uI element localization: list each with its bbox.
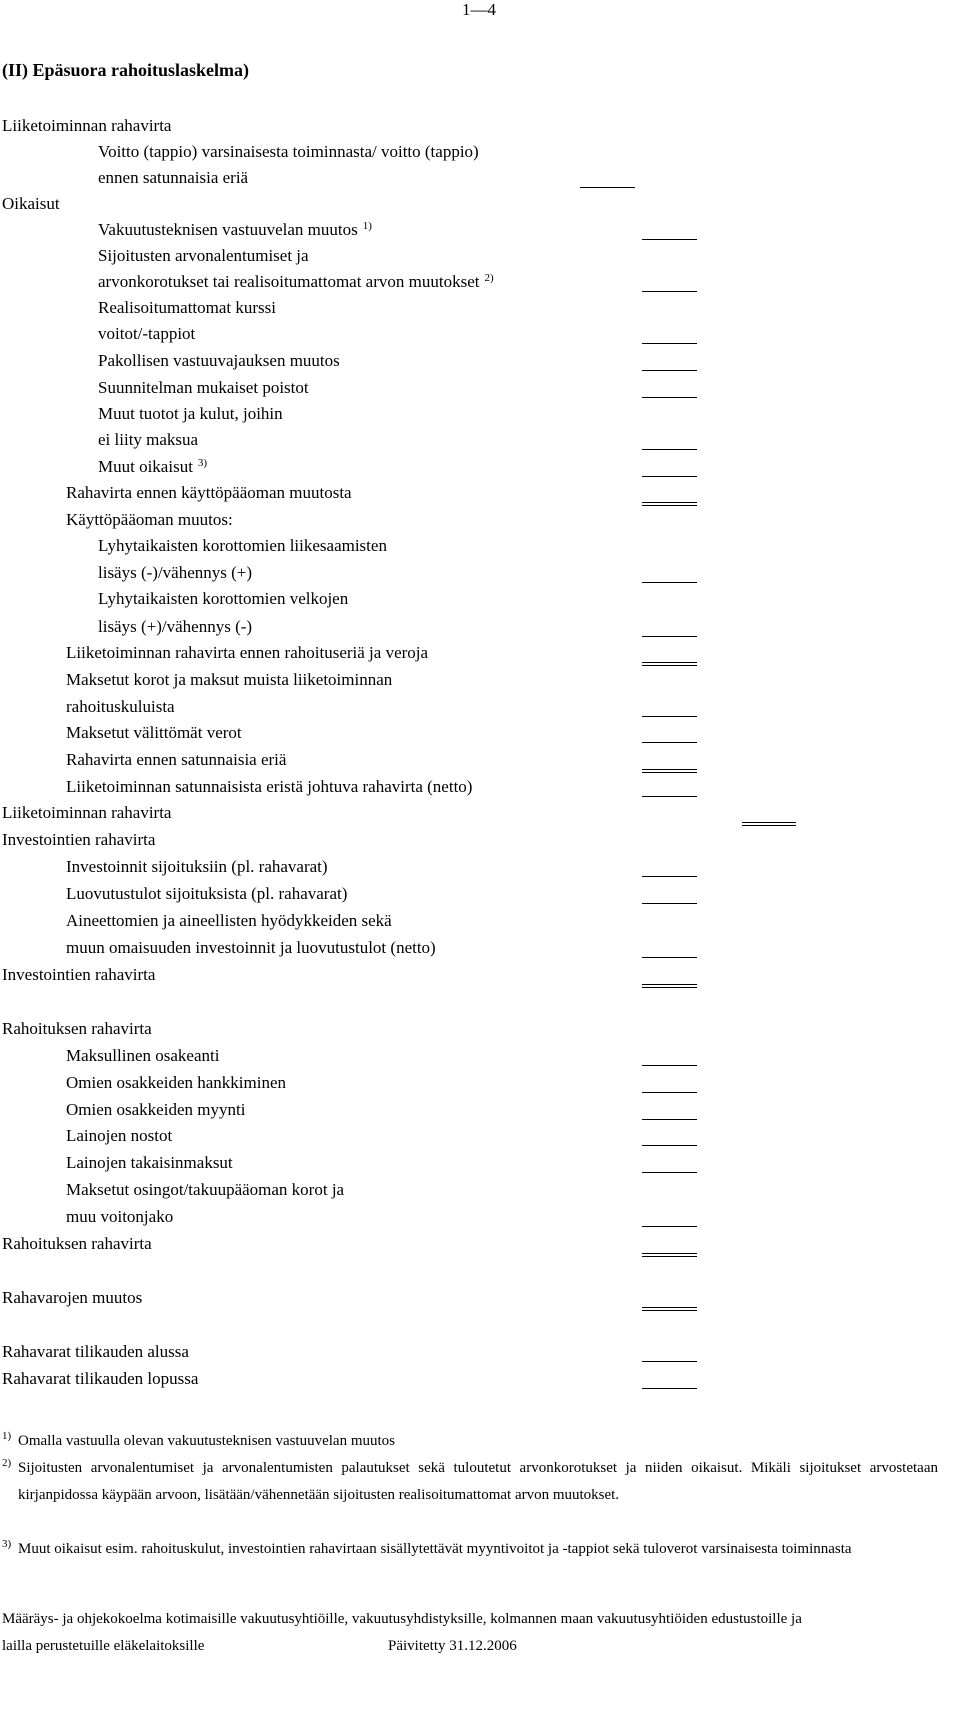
statement-line — [66, 510, 233, 530]
statement-line-label: Rahavarat tilikauden lopussa — [2, 1369, 199, 1388]
statement-line-label: muu voitonjako — [66, 1207, 174, 1226]
statement-line — [98, 536, 387, 556]
statement-line-label: Investointien rahavirta — [2, 830, 156, 849]
statement-line — [98, 430, 198, 450]
statement-line — [2, 1019, 152, 1039]
footnote-reference: 1) — [362, 220, 372, 232]
footnote — [2, 1455, 938, 1509]
statement-line-label: Aineettomien ja aineellisten hyödykkeiden sekä — [66, 911, 392, 930]
statement-line-label: Maksullinen osakeanti — [66, 1046, 220, 1065]
statement-line-label: Omien osakkeiden myynti — [66, 1100, 246, 1119]
statement-line-label: ennen satunnaisia eriä — [98, 168, 249, 187]
page-number: 1—4 — [462, 0, 496, 19]
statement-line — [98, 351, 340, 371]
amount-line — [642, 397, 697, 398]
statement-line-label: ei liity maksua — [98, 430, 199, 449]
total-amount-line — [642, 1307, 697, 1308]
footnote-mark: 1) — [2, 1430, 12, 1442]
statement-line — [98, 457, 207, 477]
statement-line — [98, 272, 494, 292]
statement-line-label: lisäys (-)/vähennys (+) — [98, 563, 253, 582]
footnote — [2, 1536, 938, 1563]
statement-line — [66, 884, 347, 904]
statement-line-label: Realisoitumattomat kurssi — [98, 298, 277, 317]
footer — [2, 1606, 952, 1660]
statement-line — [98, 324, 195, 344]
amount-line — [642, 343, 697, 344]
statement-line — [66, 750, 286, 770]
statement-line-label: voitot/-tappiot — [98, 324, 196, 343]
statement-line-label: Rahavirta ennen satunnaisia eriä — [66, 750, 287, 769]
statement-line — [2, 830, 155, 850]
statement-line — [66, 777, 472, 797]
statement-line-label: Liiketoiminnan rahavirta — [2, 116, 172, 135]
amount-line — [642, 742, 697, 743]
statement-line — [2, 1234, 152, 1254]
amount-line — [642, 476, 697, 477]
statement-line — [66, 1100, 245, 1120]
amount-line — [642, 1361, 697, 1362]
statement-line-label: Vakuutusteknisen vastuuvelan muutos — [98, 220, 358, 239]
statement-line — [66, 1046, 219, 1066]
amount-line — [642, 1226, 697, 1227]
amount-line — [642, 876, 697, 877]
footnote-text: Muut oikaisut esim. rahoituskulut, investointien rahavirtaan sisällytettävät myyntivoitot ja -tappiot sekä tuloverot varsinaisesta toiminnasta — [18, 1541, 852, 1557]
footnote-reference: 2) — [484, 272, 494, 284]
statement-line — [66, 1153, 233, 1173]
footnote-reference: 3) — [197, 457, 208, 469]
statement-line — [66, 911, 392, 931]
statement-line-label: rahoituskuluista — [66, 697, 175, 716]
statement-line-label: Muut tuotot ja kulut, joihin — [98, 404, 283, 423]
statement-line-label: Omien osakkeiden hankkiminen — [66, 1073, 287, 1092]
statement-line-label: Suunnitelman mukaiset poistot — [98, 378, 309, 397]
amount-line — [642, 370, 697, 371]
statement-line-label: Oikaisut — [2, 194, 60, 213]
amount-line — [642, 636, 697, 637]
amount-line — [642, 903, 697, 904]
statement-line — [2, 194, 60, 214]
statement-line-label: Lyhytaikaisten korottomien liikesaamisten — [98, 536, 387, 555]
statement-line-label: Voitto (tappio) varsinaisesta toiminnasta/ voitto (tappio) — [98, 142, 479, 161]
total-amount-line — [642, 769, 697, 770]
statement-line — [98, 589, 348, 609]
amount-line — [642, 1145, 697, 1146]
amount-line — [642, 1119, 697, 1120]
statement-line — [98, 378, 309, 398]
statement-line — [98, 168, 248, 188]
statement-line-label: Lainojen takaisinmaksut — [66, 1153, 233, 1172]
amount-line — [642, 1092, 697, 1093]
statement-line — [2, 1369, 198, 1389]
statement-line — [98, 246, 309, 266]
statement-line-label: Lyhytaikaisten korottomien velkojen — [98, 589, 349, 608]
statement-line — [98, 220, 372, 240]
statement-line-label: muun omaisuuden investoinnit ja luovutustulot (netto) — [66, 938, 436, 957]
statement-line — [2, 1342, 189, 1362]
statement-line-label: Rahoituksen rahavirta — [2, 1019, 152, 1038]
page-heading: (II) Epäsuora rahoituslaskelma) — [2, 60, 250, 80]
amount-line — [642, 1065, 697, 1066]
statement-line — [66, 670, 392, 690]
total-amount-line — [642, 502, 697, 503]
statement-line — [66, 483, 352, 503]
statement-line-label: Sijoitusten arvonalentumiset ja — [98, 246, 309, 265]
statement-line-label: Maksetut välittömät verot — [66, 723, 242, 742]
statement-line — [66, 1180, 344, 1200]
statement-line-label: Pakollisen vastuuvajauksen muutos — [98, 351, 340, 370]
amount-line — [642, 716, 697, 717]
footnote — [2, 1428, 938, 1455]
statement-line — [98, 563, 252, 583]
footnote-mark: 3) — [2, 1538, 12, 1550]
amount-line — [642, 796, 697, 797]
footnote-mark: 2) — [2, 1457, 12, 1469]
amount-line — [642, 1388, 697, 1389]
statement-line-label: Luovutustulot sijoituksista (pl. rahavarat) — [66, 884, 348, 903]
amount-line — [580, 187, 635, 188]
statement-line — [66, 643, 428, 663]
statement-line — [2, 803, 171, 823]
statement-line — [98, 298, 276, 318]
statement-line — [66, 697, 175, 717]
statement-line-label: Maksetut osingot/takuupääoman korot ja — [66, 1180, 345, 1199]
footer-date: Päivitetty 31.12.2006 — [388, 1638, 517, 1654]
statement-line-label: Maksetut korot ja maksut muista liiketoiminnan — [66, 670, 393, 689]
statement-line — [98, 617, 252, 637]
amount-line — [642, 239, 697, 240]
total-amount-line — [642, 984, 697, 985]
total-amount-line — [742, 822, 796, 823]
footnote-text: Omalla vastuulla olevan vakuutusteknisen vastuuvelan muutos — [18, 1433, 396, 1449]
amount-line — [642, 582, 697, 583]
statement-line-label: Liiketoiminnan satunnaisista eristä johtuva rahavirta (netto) — [66, 777, 473, 796]
statement-line-label: Rahavarojen muutos — [2, 1288, 143, 1307]
statement-line-label: Muut oikaisut — [98, 457, 193, 476]
statement-line-label: Käyttöpääoman muutos: — [66, 510, 233, 529]
statement-line-label: Investoinnit sijoituksiin (pl. rahavarat) — [66, 857, 328, 876]
statement-line — [66, 857, 328, 877]
footer-line-1: Määräys- ja ohjekokoelma kotimaisille vakuutusyhtiöille, vakuutusyhdistyksille, kolmannen maan vakuutusyhtiöiden edustustoille ja — [2, 1611, 802, 1627]
statement-line — [66, 1207, 173, 1227]
statement-line-label: Liiketoiminnan rahavirta — [2, 803, 172, 822]
statement-line — [2, 1288, 142, 1308]
amount-line — [642, 1172, 697, 1173]
footer-line-2-left: lailla perustetuille eläkelaitoksille — [2, 1638, 205, 1654]
total-amount-line — [642, 662, 697, 663]
statement-line — [2, 965, 155, 985]
amount-line — [642, 449, 697, 450]
amount-line — [642, 291, 697, 292]
amount-line — [642, 957, 697, 958]
statement-line-label: Rahoituksen rahavirta — [2, 1234, 152, 1253]
statement-line-label: lisäys (+)/vähennys (-) — [98, 617, 253, 636]
statement-line — [66, 1126, 172, 1146]
statement-line — [66, 1073, 286, 1093]
statement-line-label: Investointien rahavirta — [2, 965, 156, 984]
statement-line-label: Rahavarat tilikauden alussa — [2, 1342, 189, 1361]
statement-line-label: Liiketoiminnan rahavirta ennen rahoituseriä ja veroja — [66, 643, 429, 662]
statement-line-label: Rahavirta ennen käyttöpääoman muutosta — [66, 483, 352, 502]
statement-line — [2, 116, 171, 136]
statement-line — [98, 142, 479, 162]
statement-line — [66, 723, 242, 743]
total-amount-line — [642, 1253, 697, 1254]
statement-line-label: arvonkorotukset tai realisoitumattomat arvon muutokset — [98, 272, 480, 291]
statement-line-label: Lainojen nostot — [66, 1126, 173, 1145]
statement-line — [98, 404, 283, 424]
statement-line — [66, 938, 436, 958]
footnote-text: Sijoitusten arvonalentumiset ja arvonalentumisten palautukset sekä tuloutetut arvonkorotukset ja niiden oikaisut. Mikäli sijoitukset arvostetaan kirjanpidossa käypään arvoon, lisätään/vähennetään sijoitusten realisoitumattomat arvon muutokset. — [18, 1460, 938, 1503]
